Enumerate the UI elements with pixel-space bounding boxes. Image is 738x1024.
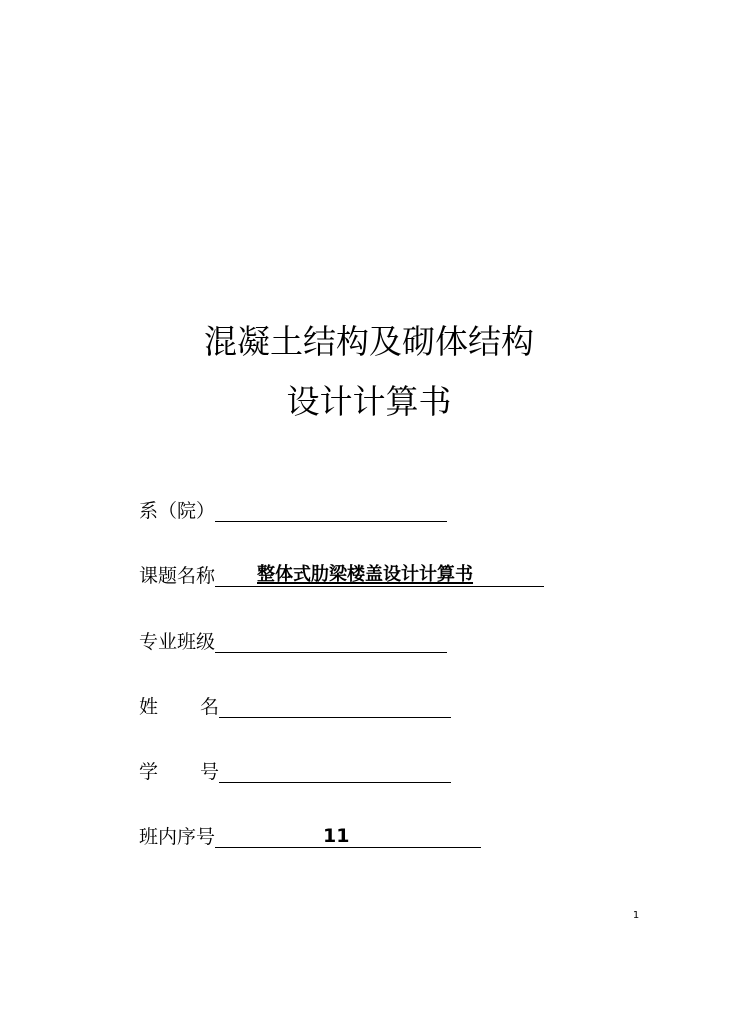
class-sequence-field	[139, 824, 481, 850]
major-class-blank	[215, 630, 447, 653]
class-sequence-value: 11	[323, 825, 350, 847]
student-number-label	[139, 759, 219, 785]
document-title-line-2: 设计计算书	[286, 382, 452, 421]
page-number: 1	[632, 910, 640, 921]
class-sequence-blank	[215, 825, 481, 848]
name-label-char-1: 姓	[139, 696, 159, 718]
department-label: 系（院）	[139, 500, 216, 522]
topic-label: 课题名称	[139, 565, 216, 587]
department-blank	[215, 499, 447, 522]
document-title-line-1: 混凝土结构及砌体结构	[204, 322, 534, 361]
topic-field	[139, 563, 544, 589]
name-label-char-2: 名	[199, 696, 219, 718]
department-field	[139, 498, 447, 524]
student-number-field	[139, 759, 451, 785]
topic-value: 整体式肋梁楼盖设计计算书	[257, 564, 474, 585]
name-label	[139, 694, 219, 720]
class-sequence-label: 班内序号	[139, 826, 216, 848]
name-field	[139, 694, 451, 720]
name-blank	[219, 695, 451, 718]
student-number-label-char-1: 学	[139, 761, 159, 783]
student-number-label-char-2: 号	[199, 761, 219, 783]
student-number-blank	[219, 760, 451, 783]
major-class-field	[139, 629, 447, 655]
major-class-label: 专业班级	[139, 631, 216, 653]
topic-blank	[215, 564, 544, 587]
